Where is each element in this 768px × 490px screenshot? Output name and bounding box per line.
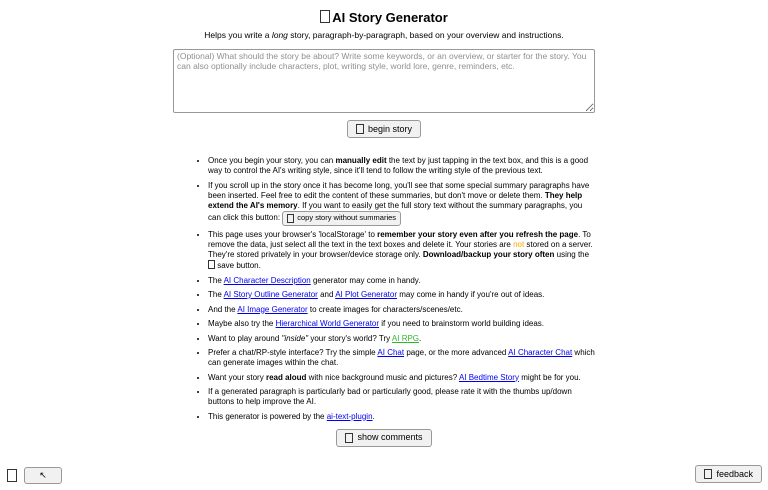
ai-chat-link[interactable]: AI Chat xyxy=(377,348,405,357)
begin-story-label: begin story xyxy=(367,123,413,134)
bold-text: They help extend the AI's memory xyxy=(208,190,583,210)
tip-list-item: • And the AI Image Generator to create images for characters/scenes/etc. xyxy=(208,305,595,315)
page-title xyxy=(173,10,595,25)
ai-plot-generator-link[interactable]: AI Plot Generator xyxy=(335,290,398,299)
tip-list-item: • This page uses your browser's 'localStorage' to remember your story even after you refresh the page. To remove the data, just select all the text in the text boxes and delete it. Your stories are not stored on a server. They're stored privately in your browser/device storage only. Download/backup your story often using the save button. xyxy=(208,230,595,271)
bottom-left-controls xyxy=(7,467,62,484)
page-title-text: AI Story Generator xyxy=(332,10,448,25)
ai-character-description-link[interactable]: AI Character Description xyxy=(223,275,311,285)
ai-character-chat-link[interactable]: AI Character Chat xyxy=(508,348,573,357)
begin-story-emoji-icon xyxy=(356,124,364,134)
begin-story-button[interactable] xyxy=(347,120,421,138)
ai-rpg-link[interactable]: AI RPG xyxy=(391,333,420,343)
save-emoji-icon xyxy=(208,260,215,269)
tip-list-item: • Want to play around "inside" your story's world? Try AI RPG. xyxy=(208,334,595,344)
tip-list-item: • Maybe also try the Hierarchical World Generator if you need to brainstorm world building ideas. xyxy=(208,319,595,329)
feedback-button[interactable] xyxy=(695,465,762,483)
tip-list-item: • The AI Story Outline Generator and AI Plot Generator may come in handy if you're out of ideas. xyxy=(208,290,595,300)
tip-list-item: • If you scroll up in the story once it has become long, you'll see that some special summary paragraphs have been inserted. Feel free to edit the content of these summaries, but don't move or delete them. They help extend the AI's memory. If you want to easily get the full story text without the summary paragraphs, you can click this button: copy story without summaries xyxy=(208,181,595,226)
italic-text: long xyxy=(271,30,288,40)
show-comments-emoji-icon xyxy=(345,433,353,443)
copy-story-without-summaries-button[interactable] xyxy=(282,211,401,226)
show-comments-label: show comments xyxy=(357,432,423,442)
ai-bedtime-story-link[interactable]: AI Bedtime Story xyxy=(458,372,519,382)
feedback-label: feedback xyxy=(716,468,753,479)
page-subtitle: Helps you write a long story, paragraph-by-paragraph, based on your overview and instructions. xyxy=(204,30,564,40)
story-overview-input[interactable] xyxy=(173,49,595,113)
bold-text: Download/backup your story often xyxy=(422,250,555,259)
show-comments-button[interactable] xyxy=(336,429,431,447)
highlighted-text: not xyxy=(513,240,525,249)
ai-story-outline-generator-link[interactable]: AI Story Outline Generator xyxy=(223,290,318,299)
hierarchical-world-generator-link[interactable]: Hierarchical World Generator xyxy=(275,319,380,328)
ai-image-generator-link[interactable]: AI Image Generator xyxy=(237,304,308,314)
clipboard-emoji-placeholder-box-icon xyxy=(287,214,294,223)
tip-list-item: • If a generated paragraph is particularly bad or particularly good, please rate it with the thumbs up/down buttons to help improve the AI. xyxy=(208,387,595,407)
feedback-emoji-icon xyxy=(704,469,712,479)
italic-text: "inside" xyxy=(281,333,309,343)
copy-story-without-summaries-button-label: copy story without summaries xyxy=(297,213,397,223)
main-content xyxy=(173,10,595,448)
tip-list-item: • Once you begin your story, you can manually edit the text by just tapping in the text box, and this is a good way to control the AI's writing style, since it'll tend to follow the writing style of the previous text. xyxy=(208,156,595,176)
corner-emoji-icon xyxy=(7,469,17,482)
ai-text-plugin-link[interactable]: ai-text-plugin xyxy=(326,411,373,421)
tips-list xyxy=(173,156,595,422)
tip-list-item: • Want your story read aloud with nice background music and pictures? AI Bedtime Story might be for you. xyxy=(208,373,595,383)
tip-list-item: • This generator is powered by the ai-text-plugin. xyxy=(208,412,595,422)
bottom-right-controls xyxy=(695,465,762,484)
tip-list-item: • The AI Character Description generator may come in handy. xyxy=(208,276,595,286)
tip-list-item: • Prefer a chat/RP-style interface? Try the simple AI Chat page, or the more advanced AI Character Chat which can generate images within the chat. xyxy=(208,348,595,368)
scroll-corner-button[interactable] xyxy=(24,467,62,484)
bold-text: manually edit xyxy=(335,156,387,165)
title-emoji-icon xyxy=(320,10,330,23)
bold-text: remember your story even after you refresh the page xyxy=(377,230,579,239)
arrow-up-left-icon: ↖ xyxy=(39,470,47,480)
bold-text: read aloud xyxy=(265,372,307,382)
